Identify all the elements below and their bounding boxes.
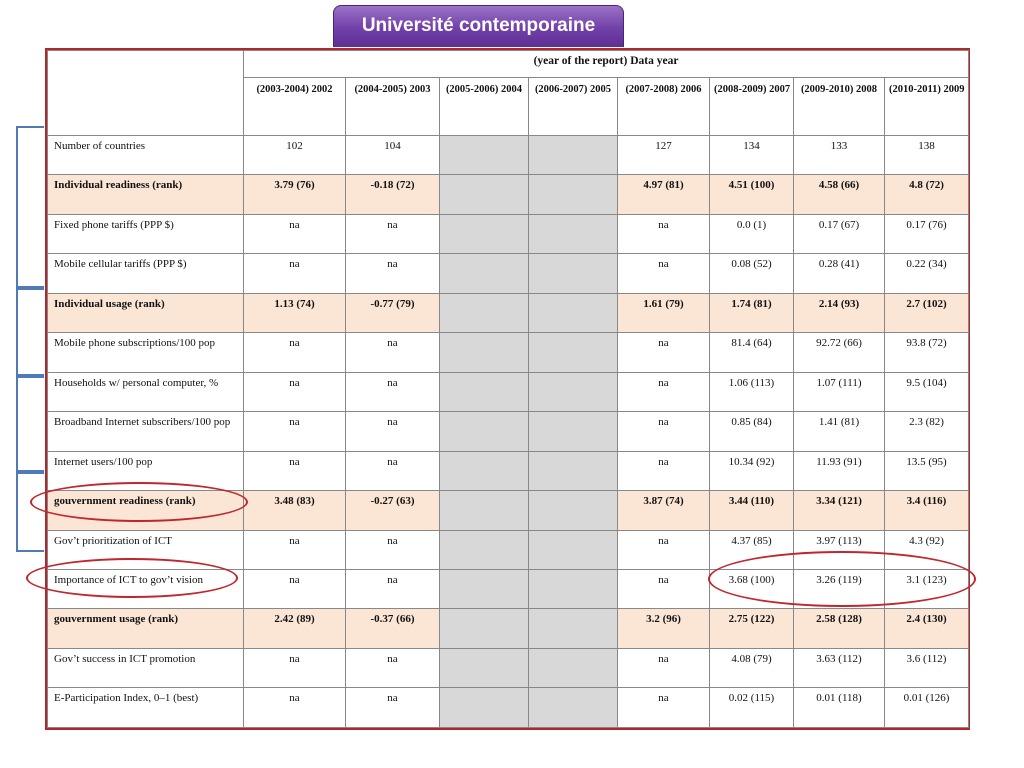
table-cell: 1.61 (79) xyxy=(618,293,710,332)
table-cell: 3.63 (112) xyxy=(794,648,885,687)
table-cell: 1.06 (113) xyxy=(710,372,794,411)
table-cell: 81.4 (64) xyxy=(710,333,794,372)
table-row xyxy=(48,609,969,648)
row-label: gouvernment readiness (rank) xyxy=(48,491,244,530)
table-cell xyxy=(440,491,529,530)
year-header: (2004-2005) 2003 xyxy=(346,78,440,136)
data-table-container xyxy=(45,48,970,730)
table-cell xyxy=(440,688,529,728)
table-cell xyxy=(529,214,618,253)
table-cell: na xyxy=(618,372,710,411)
table-cell xyxy=(440,175,529,214)
row-label: Individual usage (rank) xyxy=(48,293,244,332)
table-cell: 1.07 (111) xyxy=(794,372,885,411)
row-label: Fixed phone tariffs (PPP $) xyxy=(48,214,244,253)
year-header: (2003-2004) 2002 xyxy=(244,78,346,136)
table-cell: na xyxy=(618,688,710,728)
table-cell: na xyxy=(618,214,710,253)
table-cell: 13.5 (95) xyxy=(885,451,969,490)
table-cell: 4.08 (79) xyxy=(710,648,794,687)
row-label: Importance of ICT to gov’t vision xyxy=(48,569,244,608)
table-cell: 3.1 (123) xyxy=(885,569,969,608)
table-cell: 4.3 (92) xyxy=(885,530,969,569)
row-label: Gov’t prioritization of ICT xyxy=(48,530,244,569)
table-cell: 2.42 (89) xyxy=(244,609,346,648)
table-cell: 0.02 (115) xyxy=(710,688,794,728)
table-cell: 10.34 (92) xyxy=(710,451,794,490)
table-cell: 4.37 (85) xyxy=(710,530,794,569)
table-cell: 104 xyxy=(346,135,440,174)
table-cell: 3.4 (116) xyxy=(885,491,969,530)
table-cell: na xyxy=(346,214,440,253)
table-cell xyxy=(529,412,618,451)
table-cell: 93.8 (72) xyxy=(885,333,969,372)
table-cell: na xyxy=(244,648,346,687)
table-cell xyxy=(529,135,618,174)
table-cell: na xyxy=(244,254,346,293)
table-cell: na xyxy=(244,214,346,253)
table-cell: 0.22 (34) xyxy=(885,254,969,293)
table-cell: na xyxy=(346,372,440,411)
row-label: Internet users/100 pop xyxy=(48,451,244,490)
table-cell: -0.18 (72) xyxy=(346,175,440,214)
table-cell: 3.2 (96) xyxy=(618,609,710,648)
table-cell: na xyxy=(244,530,346,569)
table-cell xyxy=(529,530,618,569)
table-cell: na xyxy=(346,333,440,372)
table-cell: -0.27 (63) xyxy=(346,491,440,530)
table-cell: 2.4 (130) xyxy=(885,609,969,648)
table-cell: 0.01 (126) xyxy=(885,688,969,728)
table-cell: 0.17 (76) xyxy=(885,214,969,253)
table-cell xyxy=(529,293,618,332)
table-row xyxy=(48,491,969,530)
table-cell: 1.74 (81) xyxy=(710,293,794,332)
table-cell: 0.0 (1) xyxy=(710,214,794,253)
table-row xyxy=(48,688,969,728)
row-label: E-Participation Index, 0–1 (best) xyxy=(48,688,244,728)
table-cell: 92.72 (66) xyxy=(794,333,885,372)
table-cell: 127 xyxy=(618,135,710,174)
row-label: gouvernment usage (rank) xyxy=(48,609,244,648)
table-cell: na xyxy=(244,333,346,372)
table-cell: 0.08 (52) xyxy=(710,254,794,293)
table-cell xyxy=(529,175,618,214)
table-row xyxy=(48,530,969,569)
table-cell: na xyxy=(618,530,710,569)
table-cell: na xyxy=(346,569,440,608)
table-cell: 1.13 (74) xyxy=(244,293,346,332)
table-cell xyxy=(440,648,529,687)
table-cell xyxy=(440,609,529,648)
year-header: (2007-2008) 2006 xyxy=(618,78,710,136)
data-year-title: (year of the report) Data year xyxy=(244,51,969,78)
table-cell xyxy=(440,214,529,253)
table-cell: 4.58 (66) xyxy=(794,175,885,214)
row-label: Gov’t success in ICT promotion xyxy=(48,648,244,687)
table-cell xyxy=(440,372,529,411)
row-label: Mobile phone subscriptions/100 pop xyxy=(48,333,244,372)
table-cell: 0.85 (84) xyxy=(710,412,794,451)
table-cell: 138 xyxy=(885,135,969,174)
slide-title-banner: Université contemporaine xyxy=(333,5,624,47)
row-label: Number of countries xyxy=(48,135,244,174)
year-header: (2009-2010) 2008 xyxy=(794,78,885,136)
table-cell: na xyxy=(346,451,440,490)
table-cell: 4.51 (100) xyxy=(710,175,794,214)
header-blank-cell xyxy=(48,51,244,136)
table-cell: na xyxy=(346,530,440,569)
group-bracket-individual-usage xyxy=(16,288,44,376)
table-cell: na xyxy=(244,412,346,451)
year-header: (2010-2011) 2009 xyxy=(885,78,969,136)
table-row xyxy=(48,569,969,608)
table-cell: na xyxy=(244,372,346,411)
table-row xyxy=(48,293,969,332)
table-cell: na xyxy=(244,688,346,728)
table-cell xyxy=(440,254,529,293)
table-row xyxy=(48,254,969,293)
table-cell: na xyxy=(346,648,440,687)
table-cell: 0.28 (41) xyxy=(794,254,885,293)
table-cell: na xyxy=(618,451,710,490)
table-cell xyxy=(440,530,529,569)
header-row-span xyxy=(48,51,969,78)
table-cell: na xyxy=(618,648,710,687)
table-cell xyxy=(529,648,618,687)
table-cell: 9.5 (104) xyxy=(885,372,969,411)
table-cell: na xyxy=(346,254,440,293)
table-cell xyxy=(529,688,618,728)
table-cell xyxy=(440,293,529,332)
table-cell: 2.58 (128) xyxy=(794,609,885,648)
table-cell xyxy=(529,372,618,411)
table-cell: 3.97 (113) xyxy=(794,530,885,569)
year-header: (2008-2009) 2007 xyxy=(710,78,794,136)
row-label: Households w/ personal computer, % xyxy=(48,372,244,411)
table-cell: 0.01 (118) xyxy=(794,688,885,728)
table-cell xyxy=(529,491,618,530)
table-cell: na xyxy=(244,569,346,608)
row-label: Mobile cellular tariffs (PPP $) xyxy=(48,254,244,293)
table-cell: 11.93 (91) xyxy=(794,451,885,490)
table-cell xyxy=(529,609,618,648)
table-cell: na xyxy=(244,451,346,490)
table-cell: 3.6 (112) xyxy=(885,648,969,687)
table-cell: 3.34 (121) xyxy=(794,491,885,530)
table-cell: 4.8 (72) xyxy=(885,175,969,214)
group-bracket-individual-readiness xyxy=(16,126,44,288)
table-row xyxy=(48,372,969,411)
table-row xyxy=(48,175,969,214)
group-bracket-usage-details xyxy=(16,376,44,472)
table-cell xyxy=(440,451,529,490)
table-cell: 2.75 (122) xyxy=(710,609,794,648)
table-row xyxy=(48,135,969,174)
table-cell: na xyxy=(618,569,710,608)
table-cell: 0.17 (67) xyxy=(794,214,885,253)
table-cell: 2.14 (93) xyxy=(794,293,885,332)
table-cell: 3.68 (100) xyxy=(710,569,794,608)
table-row xyxy=(48,333,969,372)
table-cell xyxy=(529,569,618,608)
table-cell: 4.97 (81) xyxy=(618,175,710,214)
table-cell: 2.3 (82) xyxy=(885,412,969,451)
table-cell: 133 xyxy=(794,135,885,174)
table-cell: na xyxy=(618,333,710,372)
table-cell xyxy=(440,135,529,174)
table-row xyxy=(48,648,969,687)
table-cell xyxy=(440,412,529,451)
table-cell: -0.37 (66) xyxy=(346,609,440,648)
table-cell: na xyxy=(346,688,440,728)
year-header: (2006-2007) 2005 xyxy=(529,78,618,136)
table-cell: na xyxy=(618,412,710,451)
table-cell xyxy=(529,254,618,293)
table-cell: 1.41 (81) xyxy=(794,412,885,451)
table-cell: na xyxy=(346,412,440,451)
table-cell xyxy=(529,333,618,372)
table-cell xyxy=(440,333,529,372)
table-cell: 102 xyxy=(244,135,346,174)
table-cell: 3.26 (119) xyxy=(794,569,885,608)
row-label: Broadband Internet subscribers/100 pop xyxy=(48,412,244,451)
year-header: (2005-2006) 2004 xyxy=(440,78,529,136)
table-cell xyxy=(440,569,529,608)
table-cell: 2.7 (102) xyxy=(885,293,969,332)
table-cell: 3.79 (76) xyxy=(244,175,346,214)
nri-data-table xyxy=(47,50,969,728)
group-bracket-government-readiness xyxy=(16,472,44,552)
table-cell: 3.48 (83) xyxy=(244,491,346,530)
table-cell xyxy=(529,451,618,490)
table-cell: 3.87 (74) xyxy=(618,491,710,530)
table-cell: -0.77 (79) xyxy=(346,293,440,332)
table-row xyxy=(48,451,969,490)
table-cell: na xyxy=(618,254,710,293)
table-row xyxy=(48,412,969,451)
table-cell: 134 xyxy=(710,135,794,174)
row-label: Individual readiness (rank) xyxy=(48,175,244,214)
table-row xyxy=(48,214,969,253)
table-cell: 3.44 (110) xyxy=(710,491,794,530)
